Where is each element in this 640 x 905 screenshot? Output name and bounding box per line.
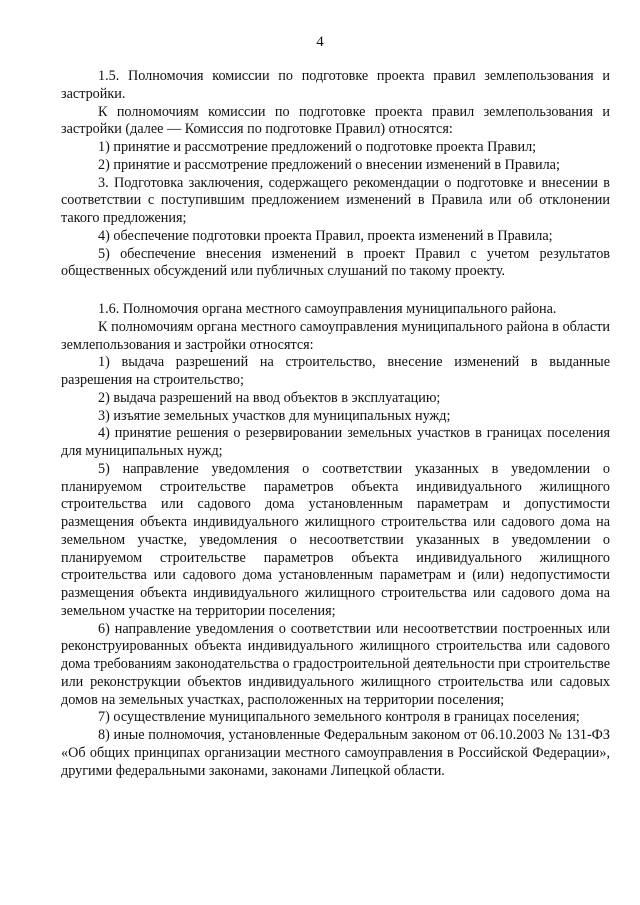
list-item: 1) выдача разрешений на строительство, внесение изменений в выданные разрешения на строительство; [61, 354, 610, 388]
list-item: 5) направление уведомления о соответствии указанных в уведомлении о планируемом строительстве параметров объекта индивидуального жилищного строительства или садового дома установленным параметрам и допустимости размещения объекта индивидуального жилищного строительства или садового дома на земельном участке, уведомления о несоответствии указанных в уведомлении о планируемом строительстве параметров объекта индивидуального жилищного строительства или садового дома установленным параметрам и (или) недопустимости размещения объекта индивидуального жилищного строительства или садового дома на земельном участке на территории поселения; [61, 460, 610, 619]
list-item: 3) изъятие земельных участков для муниципальных нужд; [98, 407, 451, 424]
list-item: 6) направление уведомления о соответствии или несоответствии построенных или реконструированных объекта индивидуального жилищного строительства или садового дома требованиям законодательства о градостроительной деятельности при строительстве или реконструкции объектов индивидуального жилищного строительства или садовых домов на земельных участках, расположенных на территории поселения; [61, 620, 610, 708]
list-item: 5) обеспечение внесения изменений в проект Правил с учетом результатов общественных обсуждений или публичных слушаний по такому проекту. [61, 245, 610, 280]
document-body [61, 68, 610, 780]
list-item: 4) принятие решения о резервировании земельных участков в границах поселения для муниципальных нужд; [61, 425, 610, 459]
section-intro: К полномочиям комиссии по подготовке проекта правил землепользования и застройки (далее — Комиссия по подготовке Правил) относятся: [61, 103, 610, 138]
section-heading: 1.5. Полномочия комиссии по подготовке проекта правил землепользования и застройки. [61, 68, 610, 102]
list-item: 2) принятие и рассмотрение предложений о внесении изменений в Правила; [98, 156, 560, 173]
list-item: 4) обеспечение подготовки проекта Правил, проекта изменений в Правила; [98, 227, 553, 244]
list-item: 7) осуществление муниципального земельного контроля в границах поселения; [98, 709, 580, 726]
page-number: 4 [316, 34, 324, 50]
list-item: 2) выдача разрешений на ввод объектов в эксплуатацию; [98, 389, 441, 406]
list-item: 8) иные полномочия, установленные Федеральным законом от 06.10.2003 № 131-ФЗ «Об общих принципах организации местного самоуправления в Российской Федерации», другими федеральными законами, законами Липецкой области. [61, 727, 610, 779]
list-item: 1) принятие и рассмотрение предложений о подготовке проекта Правил; [98, 139, 537, 155]
section-intro: К полномочиям органа местного самоуправления муниципального района в области землепользования и застройки относятся: [61, 318, 610, 353]
list-item: 3. Подготовка заключения, содержащего рекомендации о подготовке и внесении в соответствии с поступившим предложением изменений в Правила или об отклонении такого предложения; [61, 174, 610, 226]
section-heading: 1.6. Полномочия органа местного самоуправления муниципального района. [98, 301, 557, 317]
